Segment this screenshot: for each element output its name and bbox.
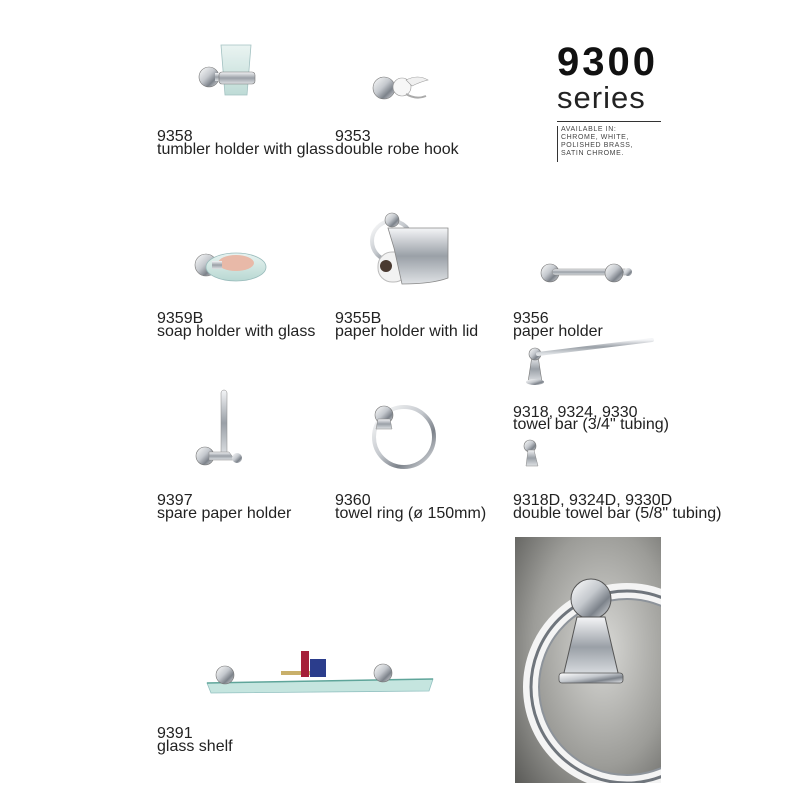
product-description: double robe hook: [335, 141, 459, 158]
product-code: 9397: [157, 492, 193, 509]
availability-line: CHROME, WHITE,: [561, 134, 629, 141]
spare-paper-holder-image: [195, 388, 255, 478]
series-divider: [557, 121, 661, 122]
product-description: spare paper holder: [157, 505, 292, 522]
tumbler-holder-image: [195, 40, 265, 105]
towel-ring-closeup-photo: [515, 537, 661, 783]
double-towel-bar-image: [520, 432, 660, 484]
glass-shelf-image: [203, 645, 438, 695]
availability-line: POLISHED BRASS,: [561, 142, 634, 149]
paper-holder-lid-image: [362, 208, 457, 293]
product-description: paper holder with lid: [335, 323, 479, 340]
product-description: glass shelf: [157, 738, 233, 755]
availability-note: [557, 126, 671, 158]
availability-line: AVAILABLE IN:: [561, 126, 617, 133]
product-code: 9360: [335, 492, 371, 509]
product-description: towel bar (3/4" tubing): [513, 416, 669, 433]
product-code: 9391: [157, 725, 193, 742]
towel-ring-image: [362, 395, 442, 475]
product-code: 9355B: [335, 310, 382, 327]
paper-holder-image: [538, 255, 638, 291]
series-number: 9300: [557, 40, 658, 84]
product-description: tumbler holder with glass: [157, 141, 334, 158]
product-description: towel ring (ø 150mm): [335, 505, 487, 522]
product-code: 9353: [335, 128, 371, 145]
product-description: soap holder with glass: [157, 323, 316, 340]
towel-bar-image: [518, 336, 658, 396]
availability-line: SATIN CHROME.: [561, 150, 624, 157]
product-description: double towel bar (5/8" tubing): [513, 505, 722, 522]
product-code: 9318, 9324, 9330: [513, 404, 638, 421]
product-code: 9358: [157, 128, 193, 145]
product-description: paper holder: [513, 323, 603, 340]
series-word: series: [557, 80, 646, 115]
product-code: 9318D, 9324D, 9330D: [513, 492, 673, 509]
product-code: 9356: [513, 310, 549, 327]
soap-holder-image: [192, 245, 272, 285]
product-code: 9359B: [157, 310, 204, 327]
robe-hook-image: [368, 70, 448, 110]
